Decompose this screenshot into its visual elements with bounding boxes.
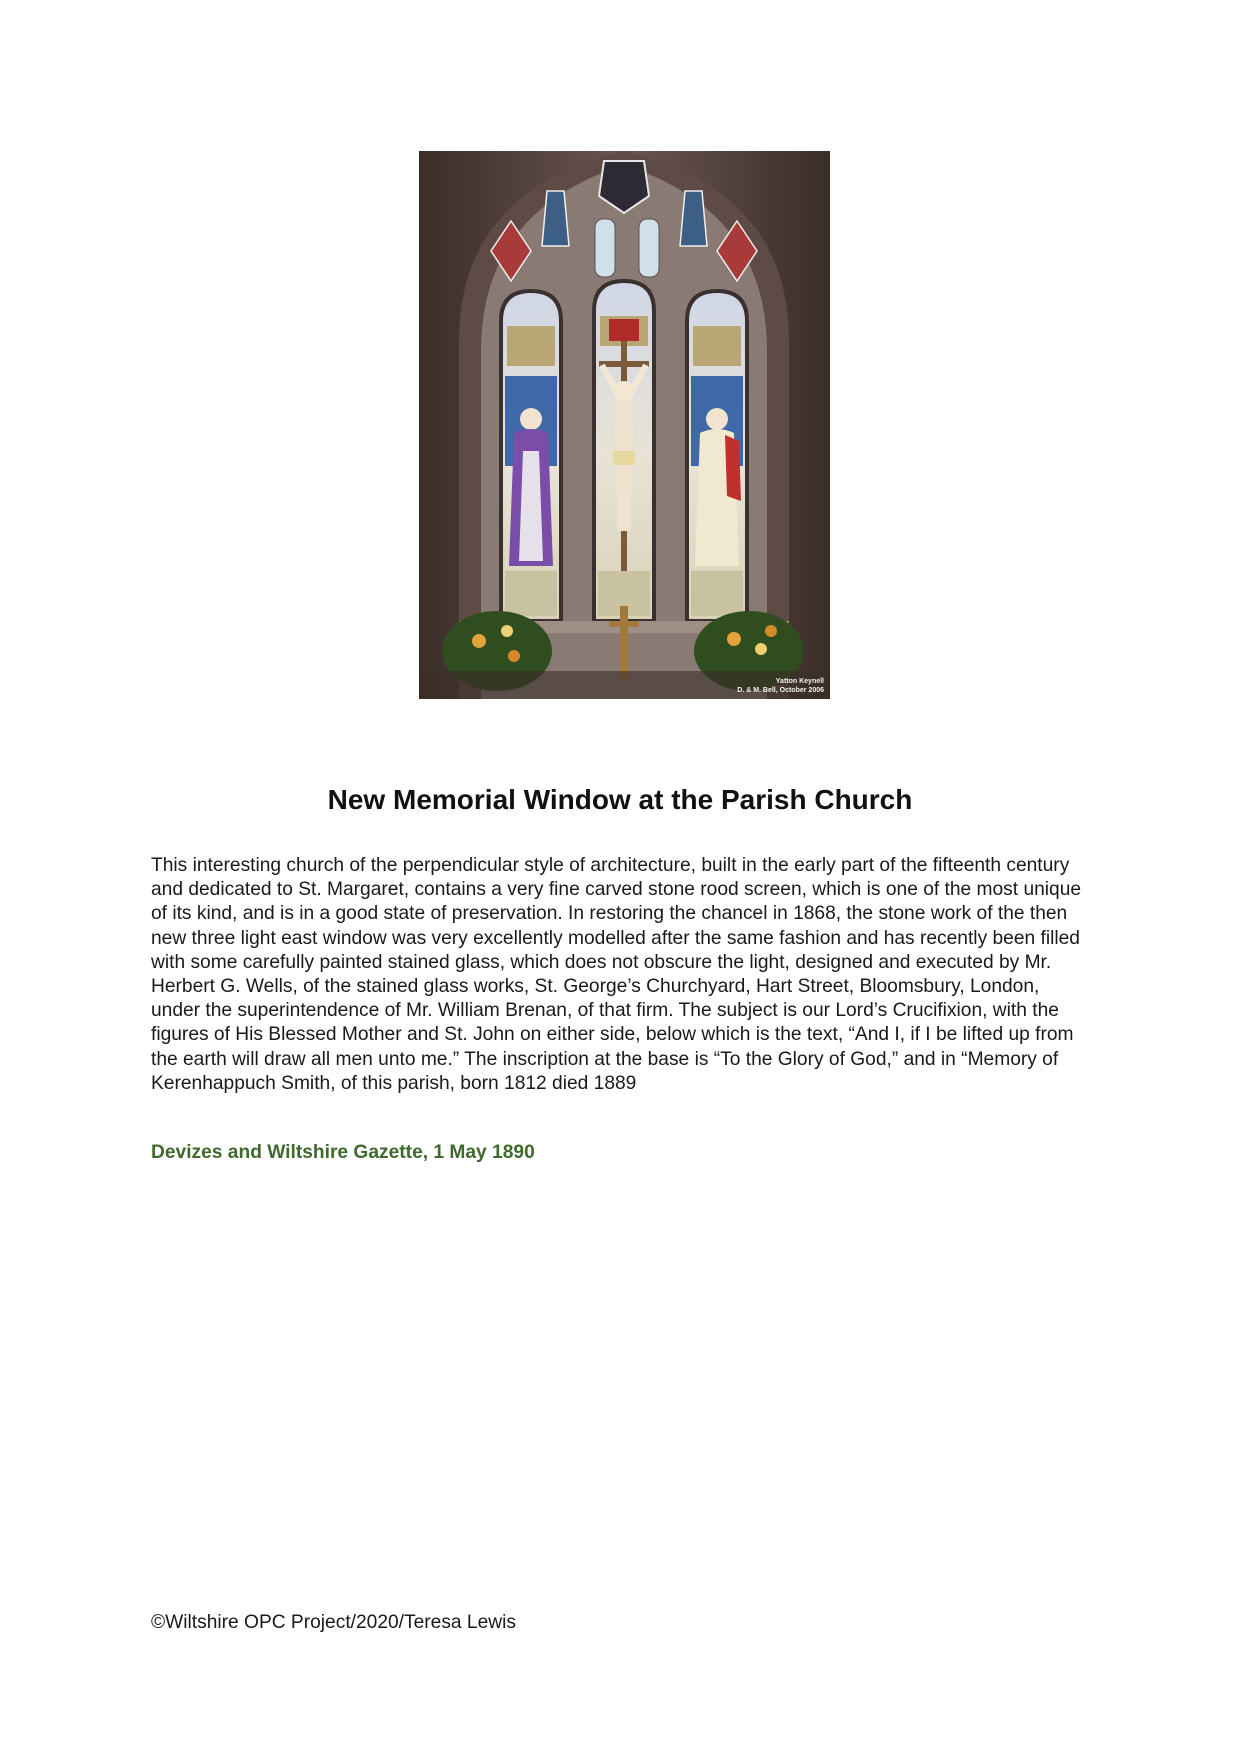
photo-credit <box>737 677 824 695</box>
article-source: Devizes and Wiltshire Gazette, 1 May 1890 <box>151 1142 535 1163</box>
stained-glass-window-photo <box>419 151 830 699</box>
copyright-footer: ©Wiltshire OPC Project/2020/Teresa Lewis <box>151 1612 516 1633</box>
article-title: New Memorial Window at the Parish Church <box>327 784 913 815</box>
photo-credit-place: Yatton Keynell <box>775 678 824 685</box>
photo-credit-author: D. & M. Bell, October 2006 <box>737 687 824 694</box>
article-body: This interesting church of the perpendicular style of architecture, built in the early part of the fifteenth century and dedicated to St. Margaret, contains a very fine carved stone rood screen, which is one of the most unique of its kind, and is in a good state of preservation. In restoring the chancel in 1868, the stone work of the then new three light east window was very excellently modelled after the same fashion and has recently been filled with some carefully painted stained glass, which does not obscure the light, designed and executed by Mr. Herbert G. Wells, of the stained glass works, St. George’s Churchyard, Hart Street, Bloomsbury, London, under the superintendence of Mr. William Brenan, of that firm. The subject is our Lord’s Crucifixion, with the figures of His Blessed Mother and St. John on either side, below which is the text, “And I, if I be lifted up from the earth will draw all men unto me.” The inscription at the base is “To the Glory of God,” and in “Memory of Kerenhappuch Smith, of this parish, born 1812 died 1889 <box>151 855 1082 1094</box>
